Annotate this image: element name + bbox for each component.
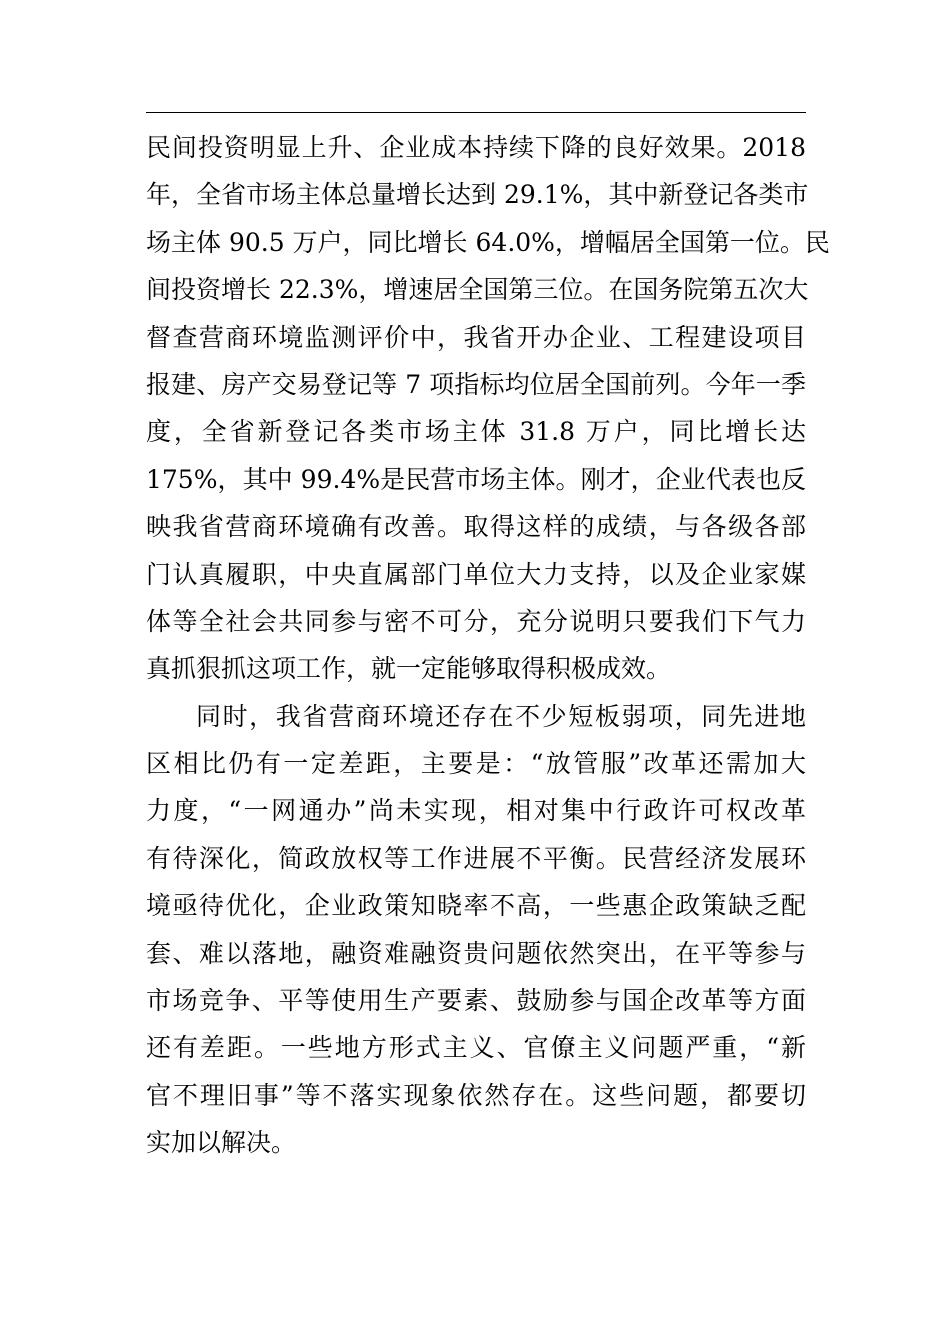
text-line: 间投资增长 22.3%，增速居全国第三位。在国务院第五次大 [146, 275, 809, 305]
text-line: 同时，我省营商环境还存在不少短板弱项，同先进地 [196, 701, 806, 731]
text-line: 体等全社会共同参与密不可分，充分说明只要我们下气力 [146, 606, 806, 636]
text-line: 175%，其中 99.4%是民营市场主体。刚才，企业代表也反 [146, 464, 806, 494]
text-line: 还有差距。一些地方形式主义、官僚主义问题严重，“新 [146, 1033, 806, 1063]
text-line: 映我省营商环境确有改善。取得这样的成绩，与各级各部 [146, 512, 806, 542]
text-line: 实加以解决。 [146, 1128, 297, 1158]
text-line: 境亟待优化，企业政策知晓率不高，一些惠企政策缺乏配 [146, 891, 806, 921]
text-line: 门认真履职，中央直属部门单位大力支持，以及企业家媒 [146, 559, 806, 589]
text-line: 民间投资明显上升、企业成本持续下降的良好效果。2018 [146, 133, 806, 162]
text-line: 力度，“一网通办”尚未实现，相对集中行政许可权改革 [146, 796, 806, 826]
text-line: 市场竞争、平等使用生产要素、鼓励参与国企改革等方面 [146, 986, 806, 1016]
paragraph-1 [146, 124, 830, 693]
text-line: 报建、房产交易登记等 7 项指标均位居全国前列。今年一季 [146, 369, 806, 399]
text-line: 度，全省新登记各类市场主体 31.8 万户，同比增长达 [146, 417, 806, 447]
text-line: 套、难以落地，融资难融资贵问题依然突出，在平等参与 [146, 938, 806, 968]
text-line: 区相比仍有一定差距，主要是：“放管服”改革还需加大 [146, 749, 806, 779]
text-line: 有待深化，简政放权等工作进展不平衡。民营经济发展环 [146, 843, 806, 873]
document-body [146, 124, 830, 1167]
text-line: 官不理旧事”等不落实现象依然存在。这些问题，都要切 [146, 1080, 806, 1110]
text-line: 真抓狠抓这项工作，就一定能够取得积极成效。 [146, 654, 672, 684]
text-line: 场主体 90.5 万户，同比增长 64.0%，增幅居全国第一位。民 [146, 227, 830, 257]
text-line: 督查营商环境监测评价中，我省开办企业、工程建设项目 [146, 322, 806, 352]
paragraph-2 [146, 693, 806, 1167]
header-rule [146, 112, 806, 113]
text-line: 年，全省市场主体总量增长达到 29.1%，其中新登记各类市 [146, 180, 809, 210]
